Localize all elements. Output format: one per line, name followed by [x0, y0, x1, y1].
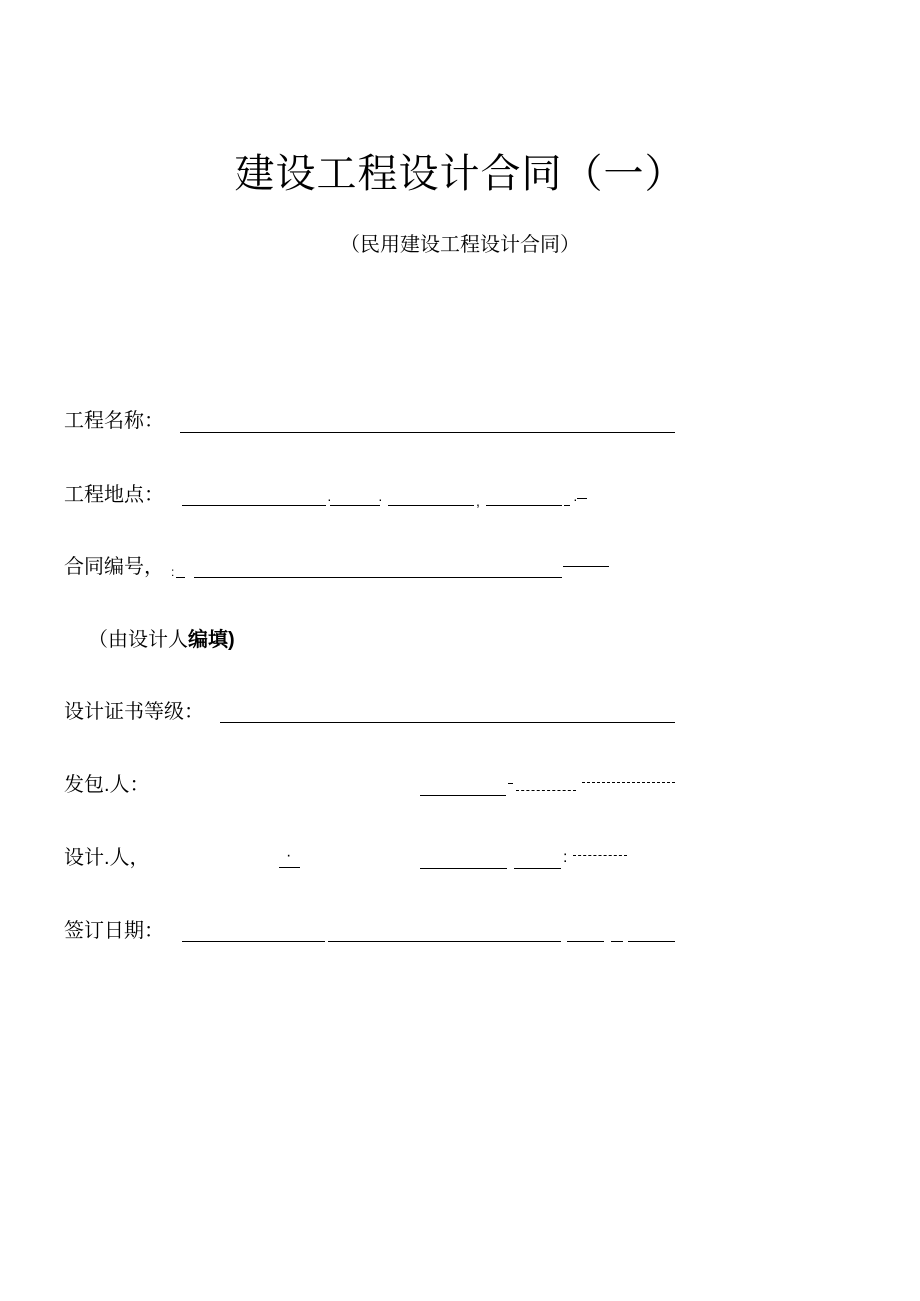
project-location-row: [64, 480, 764, 510]
small-colon: :: [171, 565, 175, 579]
designer-blank-2[interactable]: [514, 868, 561, 869]
small-tick: [564, 505, 570, 506]
small-dash: [577, 498, 587, 499]
client-dotted-blank: [516, 790, 576, 791]
design-certificate-row: [64, 697, 764, 727]
designer-blank-1[interactable]: [420, 868, 507, 869]
document-subtitle: （民用建设工程设计合同）: [340, 234, 580, 256]
separator-comma: ,: [476, 493, 480, 509]
note-emphasis: 编填): [188, 629, 235, 651]
signing-date-blank-4[interactable]: [611, 941, 623, 942]
project-location-blank-1[interactable]: [182, 505, 326, 506]
design-certificate-label: 设计证书等级：: [64, 701, 204, 723]
contract-number-blank[interactable]: [194, 577, 562, 578]
project-location-label: 工程地点：: [64, 484, 164, 506]
project-name-label: 工程名称：: [64, 410, 164, 432]
separator-dot: ·: [286, 847, 292, 864]
signing-date-blank-3[interactable]: [567, 941, 604, 942]
client-row: [64, 770, 764, 800]
designer-dashed-blank: [573, 855, 627, 856]
design-certificate-blank[interactable]: [220, 722, 675, 723]
contract-number-row: [64, 552, 764, 582]
signing-date-label: 签订日期：: [64, 920, 164, 942]
client-dashed-blank: [582, 782, 675, 783]
contract-number-tail-dash: [563, 566, 609, 567]
contract-number-label: 合同编号，: [64, 556, 164, 578]
project-name-blank[interactable]: [180, 432, 675, 433]
note-filled-by-designer: [88, 625, 235, 655]
note-prefix: （由设计人: [88, 629, 188, 651]
separator-dot: ·: [327, 491, 332, 507]
project-location-blank-2[interactable]: [330, 505, 380, 506]
signing-date-row: [64, 916, 764, 946]
separator-dot: ·: [573, 491, 578, 507]
signing-date-blank-1[interactable]: [182, 941, 325, 942]
designer-label: 设计.人，: [64, 847, 150, 869]
small-dash: [508, 783, 513, 784]
designer-small-blank: [279, 867, 300, 868]
document-title: 建设工程设计合同（一）: [234, 151, 686, 197]
designer-row: [64, 843, 764, 873]
client-blank[interactable]: [420, 795, 506, 796]
project-name-row: [64, 406, 764, 436]
project-location-blank-4[interactable]: [486, 505, 562, 506]
signing-date-blank-2[interactable]: [328, 941, 561, 942]
small-underline: [176, 577, 185, 578]
separator-dot: ·: [378, 491, 383, 507]
signing-date-blank-5[interactable]: [628, 941, 675, 942]
separator-colon: :: [563, 849, 568, 866]
project-location-blank-3[interactable]: [388, 505, 474, 506]
client-label: 发包.人：: [64, 774, 150, 796]
